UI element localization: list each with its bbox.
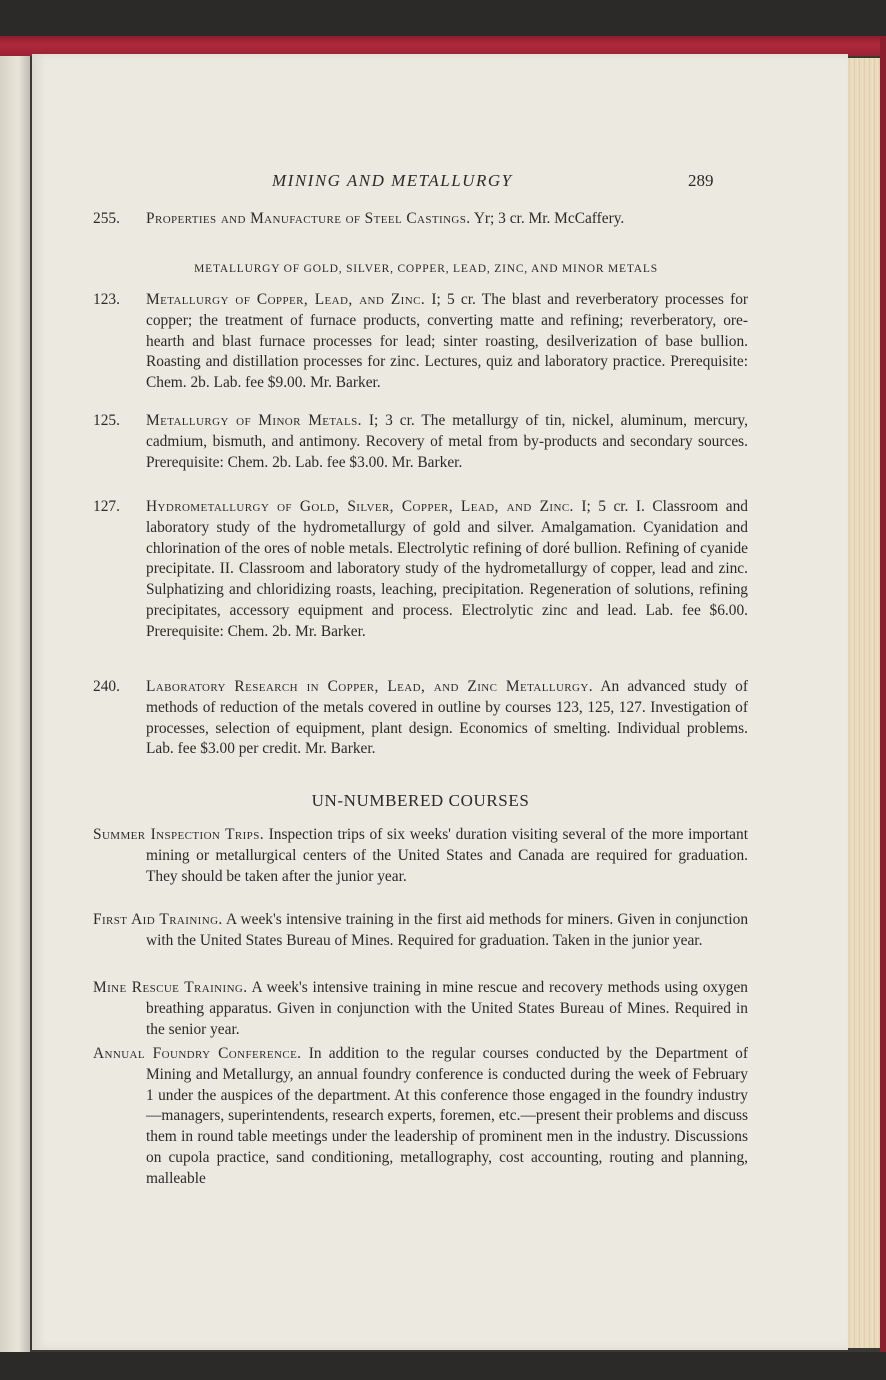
- entry-title: Mine Rescue Training.: [93, 979, 248, 996]
- running-head: MINING AND METALLURGY: [272, 171, 513, 190]
- course-number: 240.: [93, 678, 120, 695]
- entry-title: Summer Inspection Trips.: [93, 826, 264, 843]
- course-description: I; 5 cr. The blast and reverberatory processes for copper; the treatment of furnace products, converting matte and refining; reverberatory, ore-hearth and blast furnace processes for lead; sinter roasting, desilverization of base bullion. Roasting and distillation processes for zinc. Lectures, quiz and laboratory practice. Prerequisite: Chem. 2b. Lab. fee $9.00. Mr. Barker.: [146, 291, 749, 392]
- book-cover-right: [880, 36, 886, 1356]
- scan-bottom-border: [0, 1352, 886, 1380]
- entry-description: Inspection trips of six weeks' duration visiting several of the more important mining or metallurgical centers of the United States and Canada are required for graduation. They should be taken after the junior year.: [146, 826, 748, 885]
- course-description: An advanced study of methods of reduction of the metals covered in outline by courses 123, 125, 127. Investigation of processes, selection of equipment, plant design. Economics of smelting. Individual problems. Lab. fee $3.00 per credit. Mr. Barker.: [146, 678, 748, 758]
- entry-title: First Aid Training.: [93, 911, 223, 928]
- book-page: [32, 54, 848, 1350]
- course-title: Metallurgy of Copper, Lead, and Zinc.: [146, 291, 426, 308]
- course-number: 127.: [93, 498, 120, 515]
- unnumbered-entry: [93, 825, 748, 887]
- course-title: Hydrometallurgy of Gold, Silver, Copper, Lead, and Zinc.: [146, 498, 574, 515]
- page-stack-edge: [846, 58, 882, 1348]
- book-cover-edge: [0, 36, 886, 56]
- subheading: METALLURGY OF GOLD, SILVER, COPPER, LEAD, ZINC, AND MINOR METALS: [194, 263, 658, 275]
- course-number: 255.: [93, 210, 120, 227]
- unnumbered-entry: [93, 978, 748, 1040]
- entry-description: In addition to the regular courses conducted by the Department of Mining and Metallurgy, an annual foundry conference is conducted during the week of February 1 under the auspices of the department. At this conference those engaged in the foundry industry—managers, superintendents, research experts, foremen, etc.—present their problems and discuss them in round table meetings under the leadership of prominent men in the industry. Discussions on cupola practice, sand conditioning, metallography, cost accounting, routing and planning, malleable: [146, 1045, 748, 1187]
- course-number: 123.: [93, 291, 120, 308]
- course-entry: [93, 290, 748, 394]
- course-entry: [93, 411, 748, 473]
- page-content: [32, 54, 848, 1350]
- course-description: I; 5 cr. I. Classroom and laboratory study of the hydrometallurgy of gold and silver. Amalgamation. Cyanidation and chlorination of the ores of noble metals. Electrolytic refining of doré bullion. Refining of cyanide precipitate. II. Classroom and laboratory study of the hydrometallurgy of copper, lead and zinc. Sulphatizing and chloridizing roasts, leaching, precipitation. Regeneration of solutions, refining precipitates, accessory equipment and process. Electrolytic zinc and lead. Lab. fee $6.00. Prerequisite: Chem. 2b. Mr. Barker.: [146, 498, 748, 640]
- entry-description: A week's intensive training in the first aid methods for miners. Given in conjunction with the United States Bureau of Mines. Required for graduation. Taken in the junior year.: [146, 911, 749, 949]
- page-number: 289: [688, 171, 714, 190]
- course-entry: [93, 209, 748, 230]
- course-entry: [93, 497, 748, 643]
- course-entry: [93, 677, 748, 760]
- unnumbered-entry: [93, 1044, 748, 1190]
- course-title: Laboratory Research in Copper, Lead, and Zinc Metallurgy.: [146, 678, 593, 695]
- unnumbered-entry: [93, 910, 748, 952]
- section-title: UN-NUMBERED COURSES: [311, 791, 530, 810]
- course-title: Metallurgy of Minor Metals.: [146, 412, 362, 429]
- course-description: Yr; 3 cr. Mr. McCaffery.: [473, 210, 625, 227]
- scan-top-border: [0, 0, 886, 36]
- entry-description: A week's intensive training in mine rescue and recovery methods using oxygen breathing apparatus. Given in conjunction with the United States Bureau of Mines. Required in the senior year.: [146, 979, 749, 1038]
- course-description: I; 3 cr. The metallurgy of tin, nickel, aluminum, mercury, cadmium, bismuth, and antimony. Recovery of metal from by-products and secondary sources. Prerequisite: Chem. 2b. Lab. fee $3.00. Mr. Barker.: [146, 412, 748, 471]
- facing-page-edge: [0, 56, 30, 1356]
- course-title: Properties and Manufacture of Steel Castings.: [146, 210, 471, 227]
- entry-title: Annual Foundry Conference.: [93, 1045, 302, 1062]
- course-number: 125.: [93, 412, 120, 429]
